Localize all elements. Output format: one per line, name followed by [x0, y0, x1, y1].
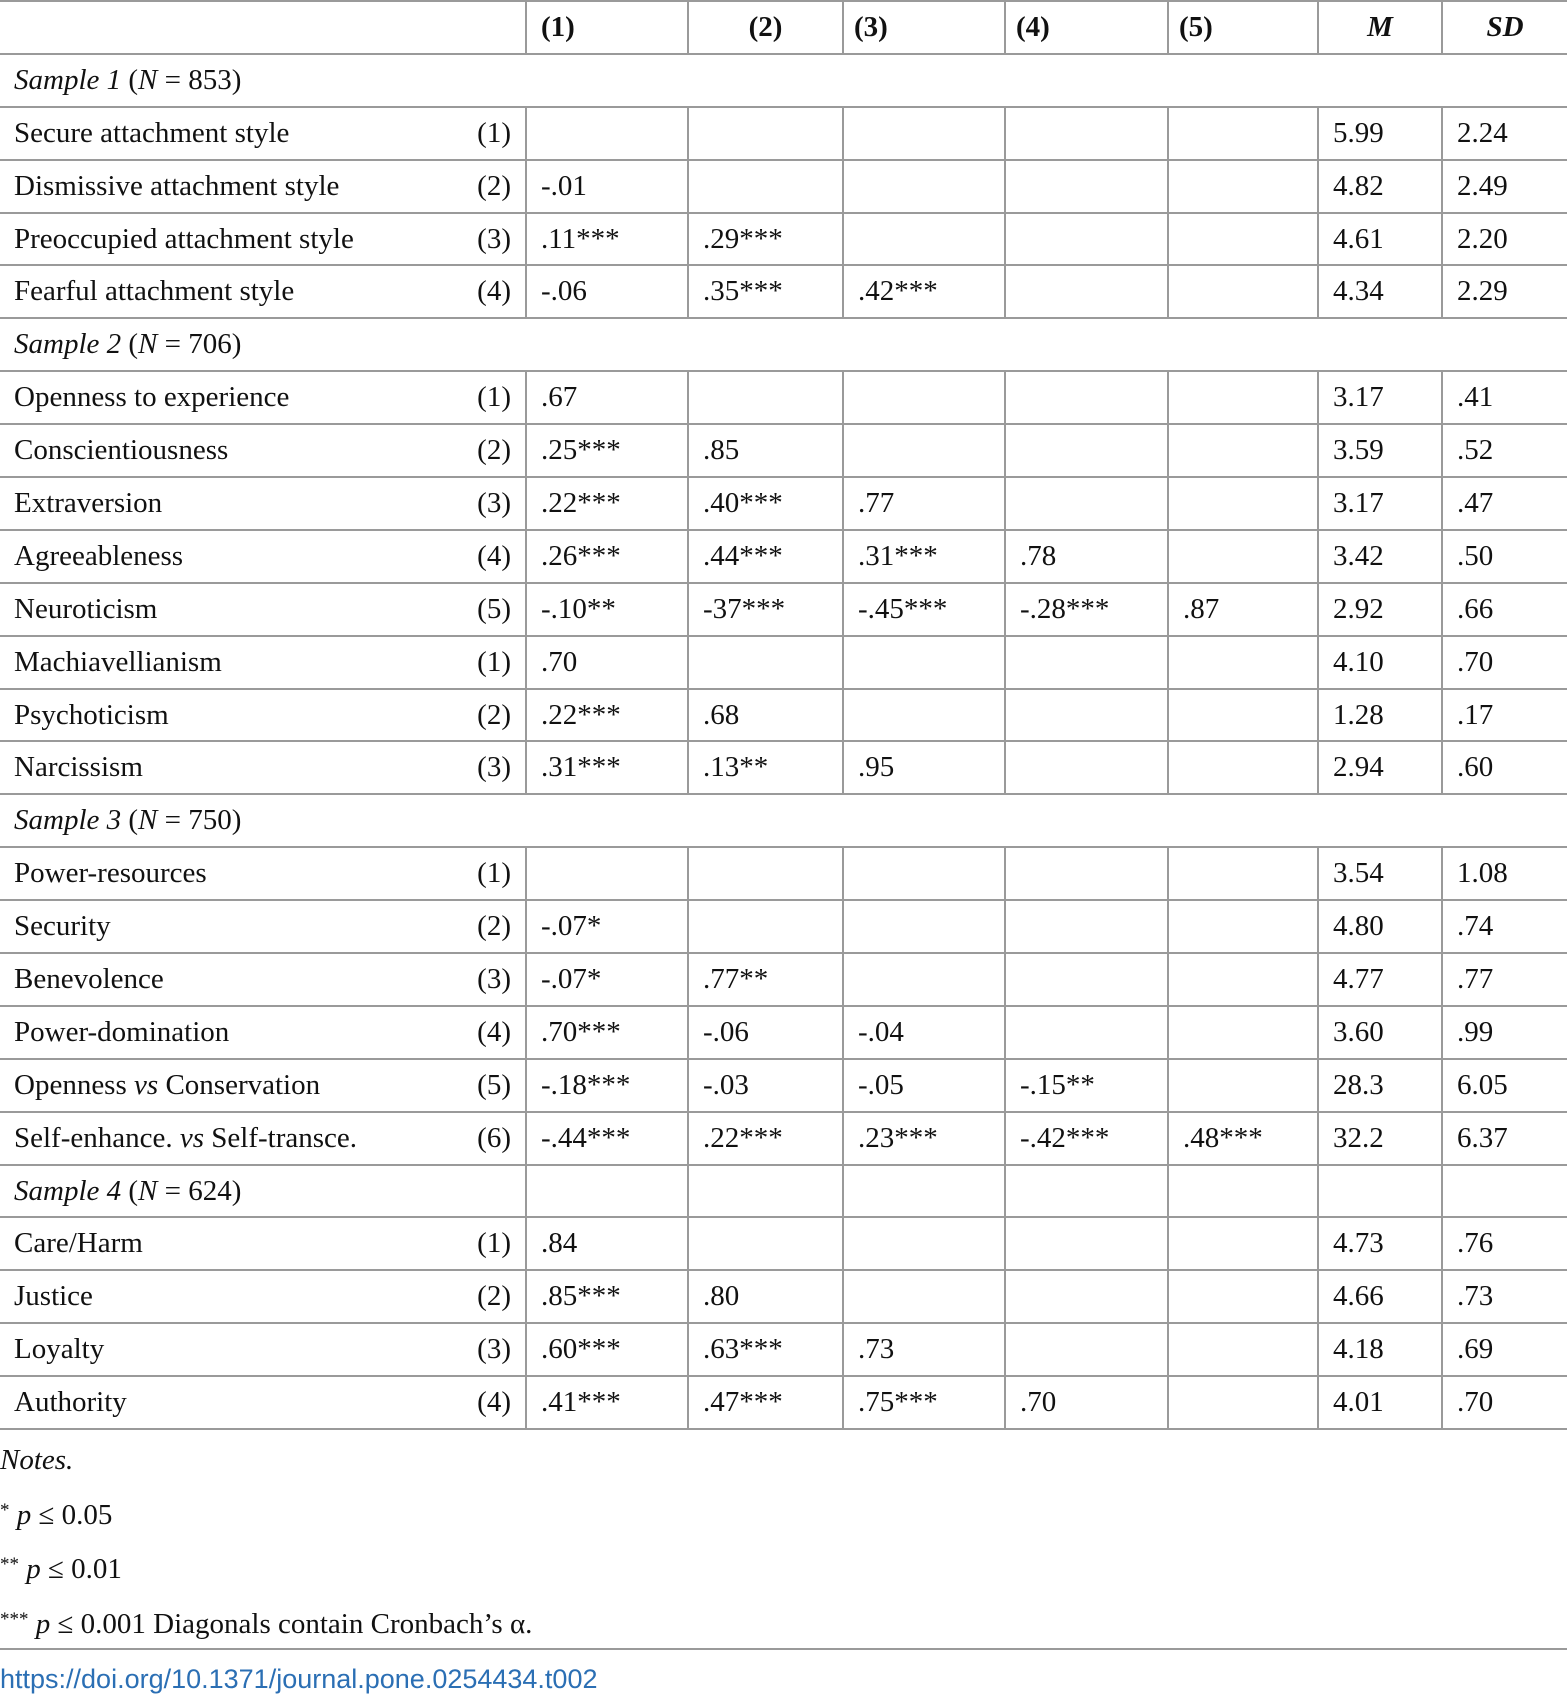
section-sample-label: Sample 3 — [14, 804, 122, 837]
correlation-cell: -.42*** — [1005, 1112, 1168, 1165]
header-col-4: (4) — [1005, 1, 1168, 54]
correlation-cell — [1168, 900, 1318, 953]
correlation-cell: -.03 — [688, 1059, 843, 1112]
sd-cell: .17 — [1442, 689, 1567, 742]
table-row — [0, 160, 1567, 213]
table-row — [0, 1323, 1567, 1376]
table-notes — [0, 1435, 532, 1649]
correlation-cell — [688, 371, 843, 424]
variable-cell — [0, 1006, 526, 1059]
variable-cell — [0, 900, 526, 953]
mean-cell: 2.94 — [1318, 741, 1442, 794]
correlation-cell — [1168, 371, 1318, 424]
mean-cell: 4.80 — [1318, 900, 1442, 953]
empty-cell — [1168, 1165, 1318, 1218]
mean-cell: 4.66 — [1318, 1270, 1442, 1323]
table-row — [0, 477, 1567, 530]
correlation-cell: -.15** — [1005, 1059, 1168, 1112]
variable-cell — [0, 1059, 526, 1112]
correlation-cell: .22*** — [526, 477, 688, 530]
footer-divider — [0, 1648, 1567, 1650]
empty-cell — [526, 54, 1567, 107]
correlation-cell — [688, 1217, 843, 1270]
variable-cell — [0, 1376, 526, 1429]
variable-index: (1) — [477, 116, 511, 149]
variable-name: Narcissism — [14, 751, 143, 784]
empty-cell — [526, 794, 1567, 847]
table-row — [0, 689, 1567, 742]
correlation-cell — [1168, 265, 1318, 318]
correlation-cell — [688, 160, 843, 213]
variable-cell — [0, 107, 526, 160]
table-row — [0, 107, 1567, 160]
section-row-sample4 — [0, 1165, 1567, 1218]
correlation-cell: .31*** — [526, 741, 688, 794]
header-mean: M — [1318, 1, 1442, 54]
correlation-cell: .40*** — [688, 477, 843, 530]
correlation-cell — [1005, 953, 1168, 1006]
sd-cell: 2.20 — [1442, 213, 1567, 266]
correlation-cell: .77** — [688, 953, 843, 1006]
sd-cell: 6.37 — [1442, 1112, 1567, 1165]
variable-name: Justice — [14, 1280, 93, 1313]
note-3-text: ≤ 0.001 Diagonals contain Cronbach’s α. — [50, 1607, 533, 1640]
correlation-cell — [526, 847, 688, 900]
variable-name: Conscientiousness — [14, 434, 229, 467]
notes-title: Notes. — [0, 1444, 74, 1476]
note-1-marker: * — [0, 1499, 10, 1521]
correlation-cell: -.06 — [526, 265, 688, 318]
mean-cell: 4.82 — [1318, 160, 1442, 213]
n-symbol: N — [138, 804, 158, 837]
sd-cell: .47 — [1442, 477, 1567, 530]
correlation-cell — [1168, 530, 1318, 583]
mean-cell: 1.28 — [1318, 689, 1442, 742]
table-row — [0, 1112, 1567, 1165]
correlation-cell: -.45*** — [843, 583, 1005, 636]
section-sample-label: Sample 4 — [14, 1174, 122, 1207]
sd-cell: .70 — [1442, 636, 1567, 689]
note-significance-2 — [0, 1540, 532, 1595]
table-row — [0, 741, 1567, 794]
correlation-cell — [688, 847, 843, 900]
correlation-cell — [1168, 213, 1318, 266]
table-row — [0, 371, 1567, 424]
variable-index: (2) — [477, 1280, 511, 1313]
correlation-cell: .70*** — [526, 1006, 688, 1059]
correlation-cell: -.28*** — [1005, 583, 1168, 636]
section-sample-label: Sample 2 — [14, 328, 122, 361]
variable-index: (4) — [477, 539, 511, 572]
correlation-cell — [1168, 1059, 1318, 1112]
table-row — [0, 1059, 1567, 1112]
mean-cell: 4.77 — [1318, 953, 1442, 1006]
sd-cell: .50 — [1442, 530, 1567, 583]
correlation-cell — [1005, 107, 1168, 160]
variable-name: Power-domination — [14, 1015, 230, 1048]
correlation-cell: .87 — [1168, 583, 1318, 636]
correlation-cell — [843, 636, 1005, 689]
variable-cell — [0, 1112, 526, 1165]
correlation-cell — [1168, 1006, 1318, 1059]
correlation-cell: .60*** — [526, 1323, 688, 1376]
correlation-cell — [688, 107, 843, 160]
mean-cell: 4.10 — [1318, 636, 1442, 689]
correlation-cell — [1005, 265, 1168, 318]
table-row — [0, 424, 1567, 477]
variable-index: (3) — [477, 751, 511, 784]
variable-name: Agreeableness — [14, 539, 184, 572]
table-row — [0, 213, 1567, 266]
correlation-cell — [843, 424, 1005, 477]
empty-cell — [1005, 1165, 1168, 1218]
correlation-cell — [1005, 213, 1168, 266]
correlation-cell: .11*** — [526, 213, 688, 266]
section-row-sample3 — [0, 794, 1567, 847]
correlation-cell: .47*** — [688, 1376, 843, 1429]
section-title — [0, 54, 526, 107]
sd-cell: .70 — [1442, 1376, 1567, 1429]
correlation-cell — [1168, 1376, 1318, 1429]
table-row — [0, 530, 1567, 583]
variable-index: (1) — [477, 1227, 511, 1260]
section-sample-size: (N = 624) — [121, 1174, 242, 1207]
section-title — [0, 318, 526, 371]
correlation-cell: .44*** — [688, 530, 843, 583]
note-3-p: p — [35, 1607, 51, 1640]
correlation-cell: .68 — [688, 689, 843, 742]
correlation-cell: -.05 — [843, 1059, 1005, 1112]
empty-cell — [688, 1165, 843, 1218]
correlation-cell: -.10** — [526, 583, 688, 636]
table-row — [0, 847, 1567, 900]
correlation-cell: -.07* — [526, 900, 688, 953]
section-sample-size: (N = 853) — [121, 63, 242, 96]
section-title — [0, 1165, 526, 1218]
table-row — [0, 1376, 1567, 1429]
empty-cell — [1442, 1165, 1567, 1218]
correlation-cell: .25*** — [526, 424, 688, 477]
header-col-5: (5) — [1168, 1, 1318, 54]
variable-cell — [0, 689, 526, 742]
table-row — [0, 583, 1567, 636]
section-sample-size: (N = 706) — [121, 328, 242, 361]
variable-index: (2) — [477, 698, 511, 731]
correlation-cell: .95 — [843, 741, 1005, 794]
correlation-cell — [843, 1270, 1005, 1323]
sd-cell: .76 — [1442, 1217, 1567, 1270]
correlation-cell: .35*** — [688, 265, 843, 318]
correlation-cell — [1168, 477, 1318, 530]
table-row — [0, 265, 1567, 318]
variable-cell — [0, 424, 526, 477]
correlation-cell — [1005, 1006, 1168, 1059]
correlation-cell — [1168, 424, 1318, 477]
correlation-cell — [688, 900, 843, 953]
variable-index: (2) — [477, 169, 511, 202]
correlation-cell — [1005, 900, 1168, 953]
section-sample-label: Sample 1 — [14, 63, 122, 96]
correlation-cell: .48*** — [1168, 1112, 1318, 1165]
correlation-cell: .80 — [688, 1270, 843, 1323]
variable-index: (4) — [477, 275, 511, 308]
correlation-cell: .22*** — [526, 689, 688, 742]
variable-name: Loyalty — [14, 1333, 105, 1366]
correlation-cell — [526, 107, 688, 160]
mean-cell: 3.60 — [1318, 1006, 1442, 1059]
variable-cell — [0, 265, 526, 318]
variable-name: Extraversion — [14, 486, 163, 519]
mean-cell: 3.42 — [1318, 530, 1442, 583]
sd-cell: 1.08 — [1442, 847, 1567, 900]
variable-index: (1) — [477, 857, 511, 890]
correlation-cell: .70 — [526, 636, 688, 689]
sd-cell: 2.24 — [1442, 107, 1567, 160]
table-row — [0, 953, 1567, 1006]
correlation-cell: .75*** — [843, 1376, 1005, 1429]
note-significance-3 — [0, 1595, 532, 1650]
mean-cell: 2.92 — [1318, 583, 1442, 636]
variable-name: Care/Harm — [14, 1227, 143, 1260]
mean-cell: 28.3 — [1318, 1059, 1442, 1112]
variable-name: Self-enhance. vs Self-transce. — [14, 1121, 358, 1154]
vs-word: vs — [134, 1068, 159, 1101]
correlation-cell — [1005, 1217, 1168, 1270]
variable-name: Fearful attachment style — [14, 275, 295, 308]
variable-index: (4) — [477, 1386, 511, 1419]
correlation-cell: -.06 — [688, 1006, 843, 1059]
correlation-cell — [843, 689, 1005, 742]
correlation-cell: .23*** — [843, 1112, 1005, 1165]
section-row-sample2 — [0, 318, 1567, 371]
header-sd: SD — [1442, 1, 1567, 54]
correlation-cell — [1168, 741, 1318, 794]
correlation-cell: -.44*** — [526, 1112, 688, 1165]
sd-cell: .74 — [1442, 900, 1567, 953]
variable-index: (2) — [477, 434, 511, 467]
mean-cell: 4.34 — [1318, 265, 1442, 318]
variable-cell — [0, 953, 526, 1006]
variable-cell — [0, 530, 526, 583]
variable-name: Dismissive attachment style — [14, 169, 340, 202]
variable-name: Power-resources — [14, 857, 207, 890]
variable-index: (5) — [477, 592, 511, 625]
correlation-cell — [1005, 1270, 1168, 1323]
correlation-cell — [1168, 847, 1318, 900]
correlation-cell — [1168, 160, 1318, 213]
variable-cell — [0, 583, 526, 636]
variable-name: Machiavellianism — [14, 645, 222, 678]
variable-name: Openness vs Conservation — [14, 1068, 321, 1101]
note-2-text: ≤ 0.01 — [40, 1553, 122, 1585]
correlation-cell: .73 — [843, 1323, 1005, 1376]
section-sample-size: (N = 750) — [121, 804, 242, 837]
correlation-cell — [843, 371, 1005, 424]
correlation-cell: .29*** — [688, 213, 843, 266]
mean-cell: 3.59 — [1318, 424, 1442, 477]
correlation-cell: -.18*** — [526, 1059, 688, 1112]
note-significance-1 — [0, 1486, 532, 1541]
variable-cell — [0, 371, 526, 424]
correlation-cell — [1005, 636, 1168, 689]
correlation-cell: -.01 — [526, 160, 688, 213]
mean-cell: 3.54 — [1318, 847, 1442, 900]
mean-cell: 4.73 — [1318, 1217, 1442, 1270]
table-row — [0, 1270, 1567, 1323]
variable-index: (6) — [477, 1121, 511, 1154]
n-symbol: N — [138, 328, 158, 361]
correlation-cell: .31*** — [843, 530, 1005, 583]
correlation-cell — [1168, 636, 1318, 689]
sd-cell: .69 — [1442, 1323, 1567, 1376]
note-2-marker: ** — [0, 1554, 19, 1575]
variable-index: (3) — [477, 486, 511, 519]
correlation-cell — [843, 1217, 1005, 1270]
correlation-cell: .70 — [1005, 1376, 1168, 1429]
correlation-cell: .63*** — [688, 1323, 843, 1376]
correlation-cell: -.07* — [526, 953, 688, 1006]
variable-cell — [0, 741, 526, 794]
variable-name: Secure attachment style — [14, 116, 290, 149]
correlation-cell — [1168, 107, 1318, 160]
variable-cell — [0, 1323, 526, 1376]
header-col-3: (3) — [843, 1, 1005, 54]
mean-cell: 32.2 — [1318, 1112, 1442, 1165]
table-row — [0, 636, 1567, 689]
variable-index: (1) — [477, 381, 511, 414]
variable-index: (5) — [477, 1068, 511, 1101]
correlation-cell: .77 — [843, 477, 1005, 530]
header-col-2: (2) — [688, 1, 843, 54]
empty-cell — [1318, 1165, 1442, 1218]
correlation-cell: .84 — [526, 1217, 688, 1270]
variable-cell — [0, 160, 526, 213]
header-row — [0, 1, 1567, 54]
header-col-1: (1) — [526, 1, 688, 54]
sd-cell: .41 — [1442, 371, 1567, 424]
correlation-cell — [843, 107, 1005, 160]
table-row — [0, 1217, 1567, 1270]
sd-cell: .66 — [1442, 583, 1567, 636]
correlation-cell — [843, 213, 1005, 266]
correlation-cell — [1168, 689, 1318, 742]
mean-cell: 3.17 — [1318, 371, 1442, 424]
sd-cell: .73 — [1442, 1270, 1567, 1323]
variable-name: Authority — [14, 1386, 127, 1419]
correlation-cell — [688, 636, 843, 689]
correlation-cell: .85 — [688, 424, 843, 477]
sd-cell: 6.05 — [1442, 1059, 1567, 1112]
empty-cell — [526, 318, 1567, 371]
correlation-cell — [1005, 1323, 1168, 1376]
empty-cell — [526, 1165, 688, 1218]
variable-name: Preoccupied attachment style — [14, 222, 354, 255]
variable-name: Psychoticism — [14, 698, 169, 731]
correlation-cell — [1005, 689, 1168, 742]
correlation-cell — [843, 160, 1005, 213]
variable-index: (3) — [477, 1333, 511, 1366]
correlation-cell — [843, 847, 1005, 900]
sd-cell: .99 — [1442, 1006, 1567, 1059]
correlation-cell — [843, 953, 1005, 1006]
correlation-cell: -.04 — [843, 1006, 1005, 1059]
variable-name: Openness to experience — [14, 381, 290, 414]
variable-index: (3) — [477, 222, 511, 255]
note-3-marker: *** — [0, 1608, 29, 1630]
sd-cell: .52 — [1442, 424, 1567, 477]
correlation-cell: .13** — [688, 741, 843, 794]
mean-cell: 5.99 — [1318, 107, 1442, 160]
table-row — [0, 1006, 1567, 1059]
correlation-cell: .22*** — [688, 1112, 843, 1165]
mean-cell: 4.18 — [1318, 1323, 1442, 1376]
doi-link[interactable]: https://doi.org/10.1371/journal.pone.0254434.t002 — [0, 1664, 598, 1694]
correlation-cell — [1168, 1217, 1318, 1270]
n-symbol: N — [138, 1174, 158, 1207]
note-1-p: p — [16, 1498, 32, 1531]
mean-cell: 4.01 — [1318, 1376, 1442, 1429]
correlation-cell: .41*** — [526, 1376, 688, 1429]
variable-cell — [0, 1270, 526, 1323]
correlation-cell — [1005, 160, 1168, 213]
variable-index: (4) — [477, 1015, 511, 1048]
correlation-cell — [1168, 1323, 1318, 1376]
correlation-cell — [1005, 371, 1168, 424]
variable-name: Benevolence — [14, 962, 164, 995]
correlation-cell: .78 — [1005, 530, 1168, 583]
section-row-sample1 — [0, 54, 1567, 107]
header-blank — [0, 1, 526, 54]
note-2-p: p — [26, 1553, 41, 1585]
variable-index: (2) — [477, 910, 511, 943]
correlation-cell — [843, 900, 1005, 953]
variable-name: Neuroticism — [14, 592, 158, 625]
mean-cell: 4.61 — [1318, 213, 1442, 266]
correlation-cell: -37*** — [688, 583, 843, 636]
sd-cell: 2.49 — [1442, 160, 1567, 213]
correlation-cell — [1168, 1270, 1318, 1323]
variable-name: Security — [14, 910, 111, 943]
correlation-cell — [1005, 424, 1168, 477]
note-1-text: ≤ 0.05 — [31, 1498, 113, 1531]
variable-cell — [0, 477, 526, 530]
sd-cell: .60 — [1442, 741, 1567, 794]
table-row — [0, 900, 1567, 953]
correlation-cell: .42*** — [843, 265, 1005, 318]
variable-index: (1) — [477, 645, 511, 678]
n-symbol: N — [138, 63, 158, 96]
variable-index: (3) — [477, 962, 511, 995]
mean-cell: 3.17 — [1318, 477, 1442, 530]
correlation-cell — [1005, 477, 1168, 530]
correlation-cell: .67 — [526, 371, 688, 424]
sd-cell: 2.29 — [1442, 265, 1567, 318]
empty-cell — [843, 1165, 1005, 1218]
correlation-cell: .85*** — [526, 1270, 688, 1323]
correlation-cell: .26*** — [526, 530, 688, 583]
variable-cell — [0, 213, 526, 266]
vs-word: vs — [179, 1121, 205, 1154]
variable-cell — [0, 847, 526, 900]
variable-cell — [0, 1217, 526, 1270]
correlation-cell — [1005, 847, 1168, 900]
variable-cell — [0, 636, 526, 689]
sd-cell: .77 — [1442, 953, 1567, 1006]
correlation-cell — [1168, 953, 1318, 1006]
section-title — [0, 794, 526, 847]
correlation-cell — [1005, 741, 1168, 794]
